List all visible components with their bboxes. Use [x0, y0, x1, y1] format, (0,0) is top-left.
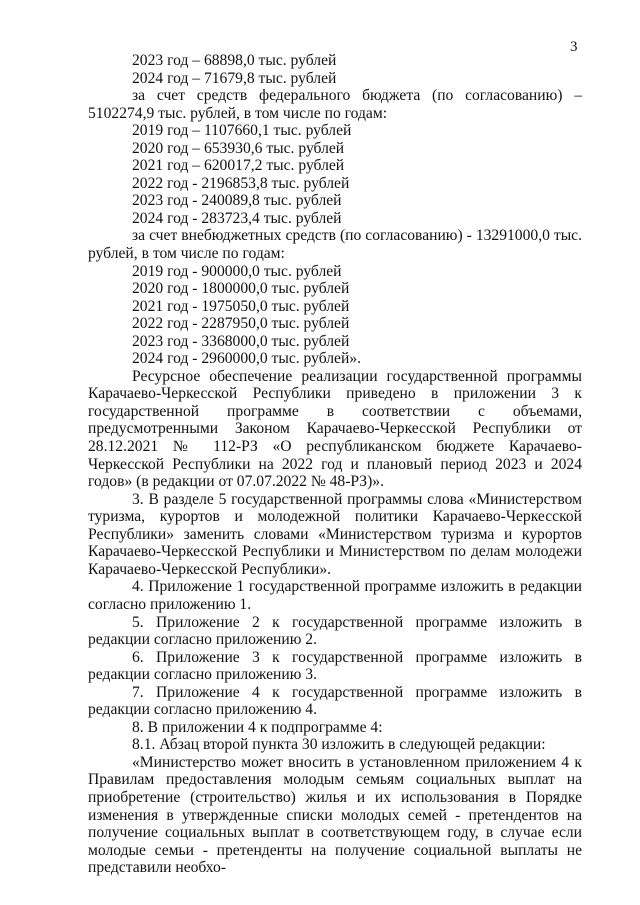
funding-line: 2024 год – 71679,8 тыс. рублей	[132, 69, 337, 87]
federal-year-line: 2024 год - 283723,4 тыс. рублей	[132, 209, 342, 227]
extrabudgetary-paragraph: за счет внебюджетных средств (по согласованию) - 13291000,0 тыс. рублей, в том числе по годам:	[88, 227, 582, 263]
item-6-paragraph: 6. Приложение 3 к государственной программе изложить в редакции согласно приложению 3.	[88, 648, 582, 684]
item-7-paragraph: 7. Приложение 4 к государственной программе изложить в редакции согласно приложению 4.	[88, 683, 582, 719]
document-body	[88, 52, 582, 877]
extrabudgetary-year-line: 2023 год - 3368000,0 тыс. рублей	[132, 332, 350, 350]
funding-line: 2023 год – 68898,0 тыс. рублей	[132, 52, 337, 69]
extrabudgetary-year-line: 2020 год - 1800000,0 тыс. рублей	[132, 280, 350, 298]
item-4-paragraph: 4. Приложение 1 государственной программе изложить в редакции согласно приложению 1.	[88, 578, 582, 613]
federal-year-line: 2023 год - 240089,8 тыс. рублей	[132, 192, 342, 210]
extrabudgetary-year-line: 2022 год - 2287950,0 тыс. рублей	[132, 315, 350, 333]
federal-year-line: 2021 год – 620017,2 тыс. рублей	[132, 157, 345, 175]
federal-budget-paragraph: за счет средств федерального бюджета (по согласованию) – 5102274,9 тыс. рублей, в том числе по годам:	[88, 87, 582, 122]
extrabudgetary-year-line: 2021 год - 1975050,0 тыс. рублей	[132, 297, 350, 315]
federal-year-line: 2020 год – 653930,6 тыс. рублей	[132, 139, 345, 157]
extrabudgetary-year-line: 2019 год - 900000,0 тыс. рублей	[132, 262, 342, 280]
page-number: 3	[570, 39, 578, 55]
item-5-paragraph: 5. Приложение 2 к государственной программе изложить в редакции согласно приложению 2.	[88, 613, 582, 649]
resource-support-paragraph: Ресурсное обеспечение реализации государственной программы Карачаево-Черкесской Республики приведено в приложении 3 к государственной программе в соответствии с объемами, предусмотренными Законом Карачаево-Черкесской Республики от 28.12.2021 № 112-РЗ «О республиканском бюджете Карачаево-Черкесской Республики на 2022 год и плановый период 2023 и 2024 годов» (в редакции от 07.07.2022 № 48-РЗ)».	[88, 367, 582, 491]
item-8-1-paragraph: 8.1. Абзац второй пункта 30 изложить в следующей редакции:	[132, 736, 546, 754]
item-3-paragraph: 3. В разделе 5 государственной программы слова «Министерством туризма, курортов и молодежной политики Карачаево-Черкесской Республики» заменить словами «Министерством туризма и курортов Карачаево-Черкесской Республики и Министерством по делам молодежи Карачаево-Черкесской Республики».	[88, 490, 582, 578]
extrabudgetary-year-line: 2024 год - 2960000,0 тыс. рублей».	[132, 350, 362, 368]
ministry-paragraph: «Министерство может вносить в установленном приложением 4 к Правилам предоставления молодым семьям социальных выплат на приобретение (строительство) жилья и их использования в Порядке изменения в утвержденные списки молодых семей - претендентов на получение социальных выплат в соответствующем году, в случае если молодые семьи - претенденты на получение социальной выплаты не представили необхо-	[88, 753, 582, 877]
federal-year-line: 2019 год – 1107660,1 тыс. рублей	[132, 122, 352, 140]
federal-year-line: 2022 год - 2196853,8 тыс. рублей	[132, 174, 350, 192]
item-8-paragraph: 8. В приложении 4 к подпрограмме 4:	[132, 718, 383, 736]
